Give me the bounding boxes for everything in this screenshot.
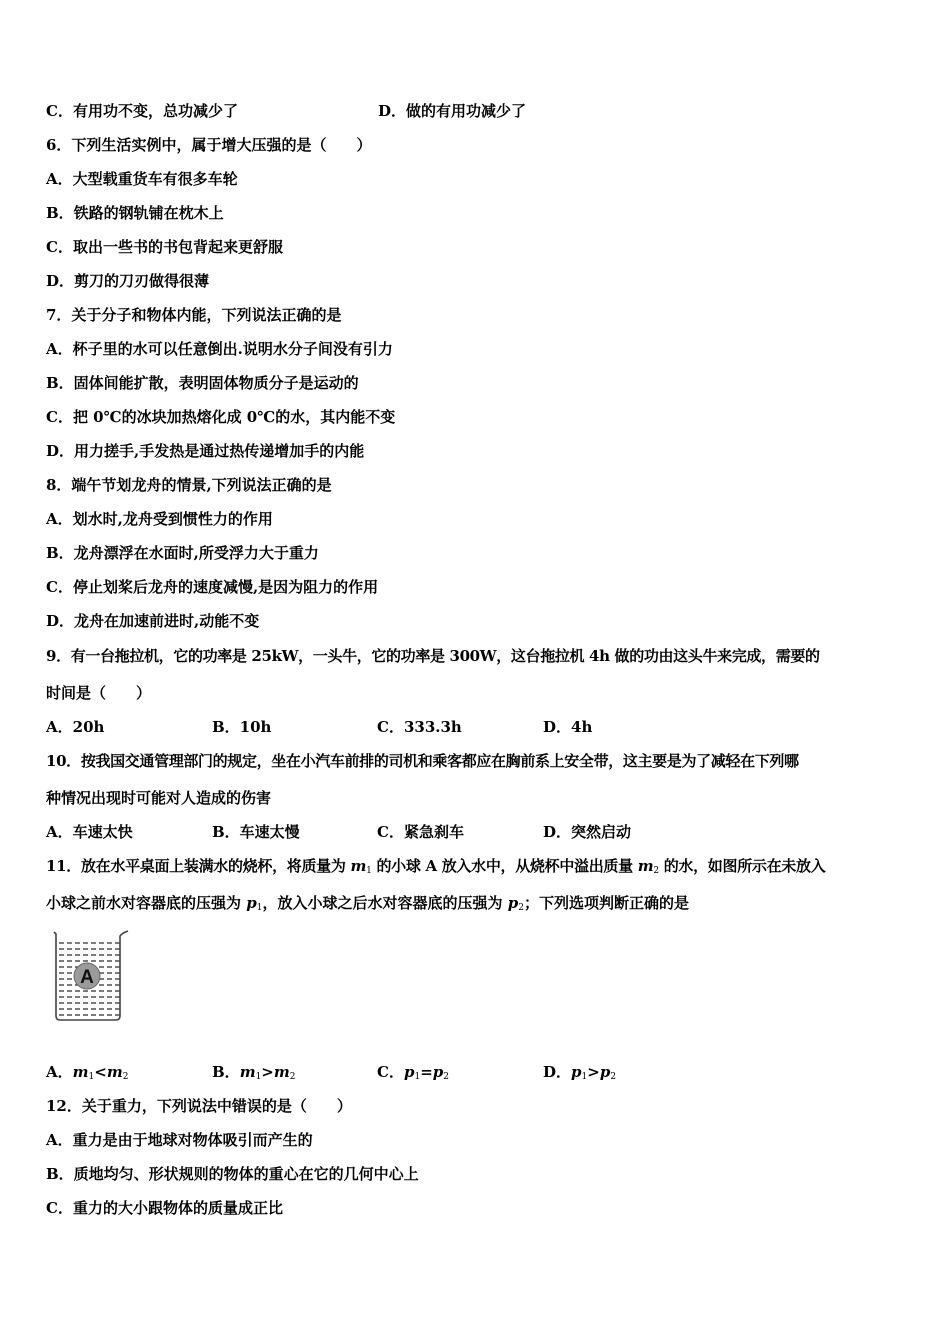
q5-option-d: D．做的有用功减少了: [378, 102, 527, 120]
q7-option-b: B．固体间能扩散，表明固体物质分子是运动的: [46, 374, 359, 392]
q10-option-b: B．车速太慢: [212, 823, 300, 841]
q6-stem: 6．下列生活实例中，属于增大压强的是（ ）: [46, 136, 372, 154]
q7-option-c: C．把 0℃的冰块加热熔化成 0℃的水，其内能不变: [46, 408, 396, 426]
q9-stem-line1: 9．有一台拖拉机，它的功率是 25kW，一头牛，它的功率是 300W，这台拖拉机 4h 做的功由这头牛来完成，需要的: [46, 647, 820, 665]
q9-stem-line2: 时间是（ ）: [46, 684, 152, 702]
q7-option-a: A．杯子里的水可以任意倒出.说明水分子间没有引力: [46, 340, 393, 358]
q12-option-b: B．质地均匀、形状规则的物体的重心在它的几何中心上: [46, 1165, 419, 1183]
q6-option-b: B．铁路的钢轨铺在枕木上: [46, 204, 224, 222]
q9-option-d: D．4h: [543, 718, 593, 736]
q8-option-d: D．龙舟在加速前进时,动能不变: [46, 612, 260, 630]
q6-option-d: D．剪刀的刀刃做得很薄: [46, 272, 210, 290]
q8-stem: 8．端午节划龙舟的情景,下列说法正确的是: [46, 476, 332, 494]
q11-stem-line2: 小球之前水对容器底的压强为 $p_1$，放入小球之后水对容器底的压强为 $p_2$；下列选项判断正确的是: [46, 894, 689, 913]
q12-stem: 12．关于重力，下列说法中错误的是（ ）: [46, 1097, 352, 1115]
q10-option-c: C．紧急刹车: [377, 823, 464, 841]
q5-option-c: C．有用功不变，总功减少了: [46, 102, 238, 120]
q6-option-a: A．大型载重货车有很多车轮: [46, 170, 238, 188]
ball-a-label: A: [80, 967, 94, 988]
q10-stem-line2: 种情况出现时可能对人造成的伤害: [46, 789, 272, 807]
q9-option-a: A．20h: [46, 718, 105, 736]
q11-option-a: A．$m_1<m_2$: [46, 1063, 129, 1082]
beaker-figure: [50, 928, 134, 1024]
q10-option-a: A．车速太快: [46, 823, 133, 841]
q9-option-b: B．10h: [212, 718, 272, 736]
q8-option-a: A．划水时,龙舟受到惯性力的作用: [46, 510, 273, 528]
q12-option-c: C．重力的大小跟物体的质量成正比: [46, 1199, 283, 1217]
q12-option-a: A．重力是由于地球对物体吸引而产生的: [46, 1131, 313, 1149]
q11-stem-line1: 11．放在水平桌面上装满水的烧杯，将质量为 $m_1$ 的小球 A 放入水中，从烧杯中溢出质量 $m_2$ 的水，如图所示在未放入: [46, 857, 826, 876]
q6-option-c: C．取出一些书的书包背起来更舒服: [46, 238, 283, 256]
q9-option-c: C．333.3h: [377, 718, 462, 736]
q8-option-b: B．龙舟漂浮在水面时,所受浮力大于重力: [46, 544, 319, 562]
q7-stem: 7．关于分子和物体内能，下列说法正确的是: [46, 306, 342, 324]
q11-option-b: B．$m_1>m_2$: [212, 1063, 296, 1082]
q10-stem-line1: 10．按我国交通管理部门的规定，坐在小汽车前排的司机和乘客都应在胸前系上安全带，这主要是为了减轻在下列哪: [46, 752, 799, 770]
q7-option-d: D．用力搓手,手发热是通过热传递增加手的内能: [46, 442, 365, 460]
q11-option-d: D．$p_1>p_2$: [543, 1063, 617, 1082]
q8-option-c: C．停止划桨后龙舟的速度减慢,是因为阻力的作用: [46, 578, 379, 596]
q10-option-d: D．突然启动: [543, 823, 632, 841]
q11-option-c: C．$p_1=p_2$: [377, 1063, 449, 1082]
